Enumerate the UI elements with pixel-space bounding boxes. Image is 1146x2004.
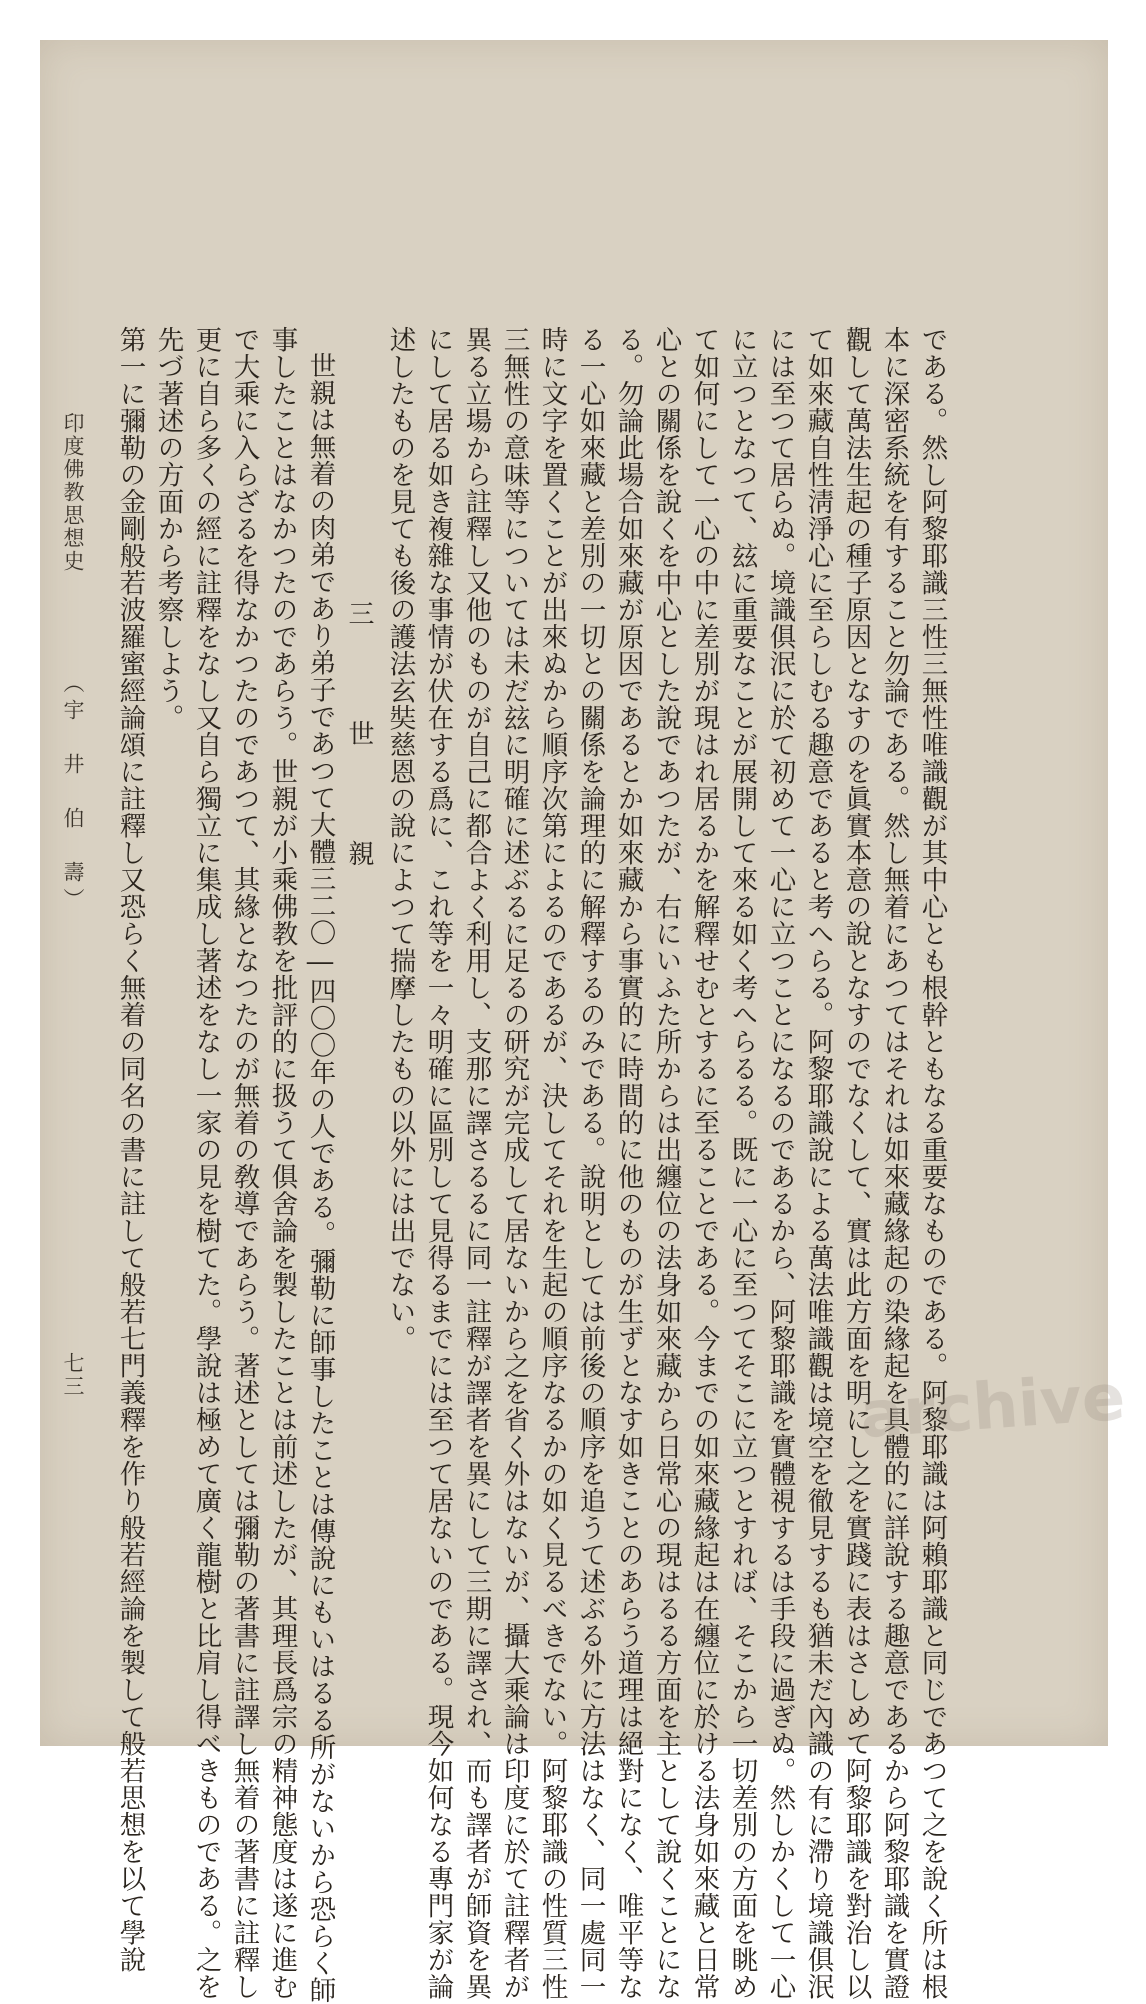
text-column: には至つて居らぬ。境識俱泯に於て初めて一心に立つことになるのであるから、阿黎耶識を實體視するは手段に過ぎぬ。然しかくして一心 — [764, 326, 796, 2000]
text-column: 述したものを見ても後の護法玄奘慈恩の說によつて揣摩したもの以外には出でない。 — [384, 326, 416, 1352]
text-column: て如來藏自性淸淨心に至らしむる趣意であると考へらる。阿黎耶識說による萬法唯識觀は境空を徹見するも猶未だ內識の有に滯り境識俱泯 — [802, 326, 834, 2000]
text-column: る。勿論此場合如來藏が原因であるとか如來藏から事實的に時間的に他のものが生ずとなす如きことのあらう道理は絕對になく、唯平等な — [612, 326, 644, 2000]
text-column: 三無性の意味等については未だ玆に明確に述ぶるに足るの研究が完成して居ないから之を省く外はないが、攝大乘論は印度に於て註釋者が — [498, 326, 530, 2000]
text-column: に立つとなつて、玆に重要なことが展開して來る如く考へらるる。既に一心に至つてそこに立つとすれば、そこから一切差別の方面を眺め — [726, 326, 758, 2000]
text-column: 時に文字を置くことが出來ぬから順序次第によるのであるが、決してそれを生起の順序なるかの如く見るべきでない。阿黎耶識の性質三性 — [536, 326, 568, 2000]
text-column: にして居る如き複雜な事情が伏在する爲に、これ等を一々明確に區別して見得るまでには至つて居ないのである。現今如何なる專門家が論 — [422, 326, 454, 2000]
running-title: 印度佛教思想史 — [61, 412, 85, 573]
text-column: 異る立場から註釋し又他のものが自己に都合よく利用し、支那に譯さるるに同一註釋が譯者を異にして三期に譯され、而も譯者が師資を異 — [460, 326, 492, 2000]
book-page — [40, 40, 1128, 2004]
author-name: （宇 井 伯 壽） — [61, 672, 85, 915]
text-column: 先づ著述の方面から考察しよう。 — [152, 326, 184, 731]
text-column: て如何にして一心の中に差別が現はれ居るかを解釋せむとするに至ることである。今までの如來藏緣起は在纏位に於ける法身如來藏と日常 — [688, 326, 720, 2000]
text-column: である。然し阿黎耶識三性三無性唯識觀が其中心とも根幹ともなる重要なものである。阿黎耶識は阿賴耶識と同じであつて之を說く所は根 — [916, 326, 948, 2000]
text-column: 事したことはなかつたのであらう。世親が小乘佛教を批評的に扱うて俱舍論を製したことは前述したが、其理長爲宗の精神態度は遂に進む — [266, 326, 298, 2000]
archive-watermark: archive — [857, 1360, 1128, 1454]
text-column: 本に深密系統を有すること勿論である。然し無着にあつてはそれは如來藏緣起の染緣起を具體的に詳說する趣意であるから阿黎耶識を實證 — [878, 326, 910, 2000]
text-column: 世親は無着の肉弟であり弟子であつて大體三二〇―四〇〇年の人である。彌勒に師事したことは傳說にもいはるる所がないから恐らく師 — [304, 352, 336, 2004]
text-column: で大乘に入らざるを得なかつたのであつて、其緣となつたのが無着の敎導であらう。著述としては彌勒の著書に註譯し無着の著書に註釋し — [228, 326, 260, 2000]
text-column: る一心如來藏と差別の一切との關係を論理的に解釋するのみである。說明としては前後の順序を追うて述ぶる外に方法はなく、同一處同一 — [574, 326, 606, 2000]
section-heading: 三 世 親 — [344, 600, 374, 900]
text-column: 心との關係を說くを中心とした說であつたが、右にいふた所からは出纏位の法身如來藏から日常心の現はるる方面を主として說くことにな — [650, 326, 682, 2000]
text-column: 更に自ら多くの經に註釋をなし又自ら獨立に集成し著述をなし一家の見を樹てた。學說は極めて廣く龍樹と比肩し得べきものである。之を — [190, 326, 222, 2000]
text-column: 觀して萬法生起の種子原因となすのを眞實本意の說となすのでなくして、實は此方面を明にし之を實踐に表はさしめて阿黎耶識を對治し以 — [840, 326, 872, 2000]
page-number: 七三 — [61, 1352, 85, 1398]
text-column: 第一に彌勒の金剛般若波羅蜜經論頌に註釋し又恐らく無着の同名の書に註して般若七門義釋を作り般若經論を製して般若思想を以て學說 — [114, 326, 146, 1973]
